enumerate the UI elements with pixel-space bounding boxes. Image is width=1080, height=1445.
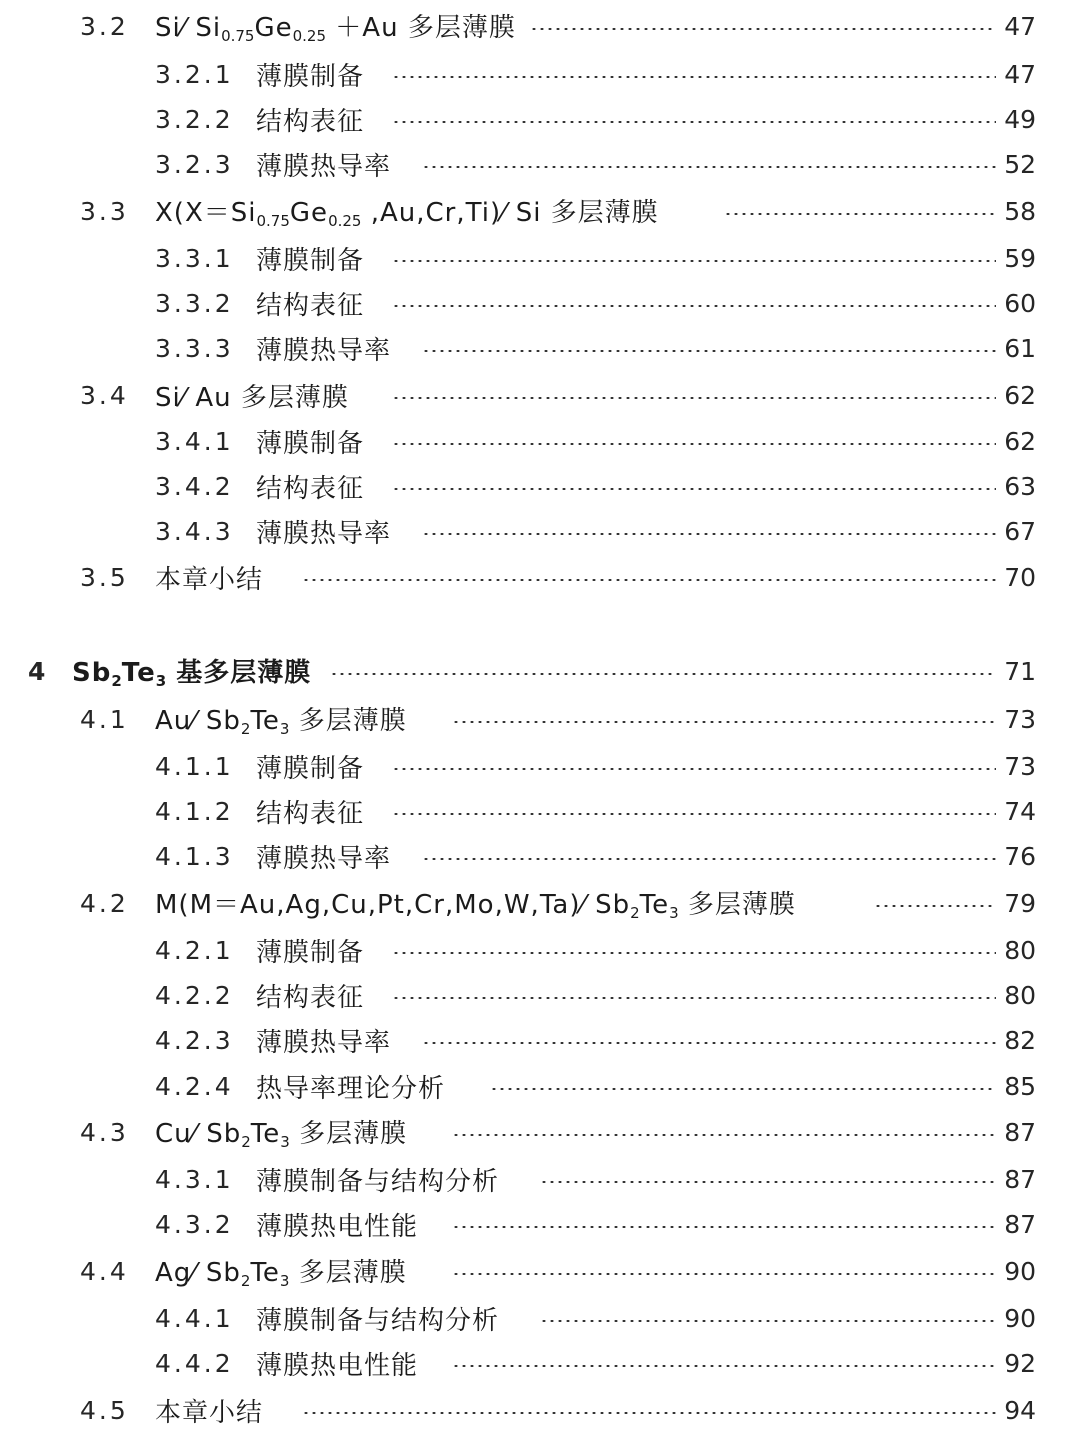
dot-leader xyxy=(452,1226,996,1228)
toc-entry-4-4-2[interactable] xyxy=(0,1343,1080,1383)
page-number: 79 xyxy=(1004,888,1036,918)
section-number: 4.5 xyxy=(80,1395,129,1425)
section-title: Si⁄ $Si_{0.75}Ge_{0.25} +Au$ 多层薄膜 xyxy=(155,13,516,45)
toc-entry-3-2[interactable] xyxy=(0,6,1080,46)
dot-leader xyxy=(452,1134,996,1136)
page-number: 74 xyxy=(1004,796,1036,826)
toc-entry-3-2-3[interactable] xyxy=(0,144,1080,184)
section-title: 热导率理论分析 xyxy=(256,1073,446,1104)
page-number: 73 xyxy=(1004,751,1036,781)
page-number: 73 xyxy=(1004,704,1036,734)
dot-leader xyxy=(422,1042,996,1044)
dot-leader xyxy=(490,1088,996,1090)
page-number: 87 xyxy=(1004,1117,1036,1147)
chapter-title: $Sb_2Te_3$ 基多层薄膜 xyxy=(72,658,312,690)
toc-entry-4-1-3[interactable] xyxy=(0,836,1080,876)
toc-entry-4-4[interactable] xyxy=(0,1251,1080,1291)
section-number: 4.2 xyxy=(80,888,129,918)
section-title: 薄膜热电性能 xyxy=(256,1211,419,1242)
section-number: 4.2.2 xyxy=(155,980,234,1010)
section-number: 4.1.3 xyxy=(155,841,234,871)
dot-leader xyxy=(392,813,996,815)
toc-entry-4-2[interactable] xyxy=(0,883,1080,923)
page-number: 59 xyxy=(1004,243,1036,273)
section-title: 薄膜制备 xyxy=(256,428,365,459)
section-title: 结构表征 xyxy=(256,473,365,504)
section-title: 结构表征 xyxy=(256,798,365,829)
toc-entry-3-2-2[interactable] xyxy=(0,99,1080,139)
dot-leader xyxy=(392,952,996,954)
toc-entry-3-5[interactable] xyxy=(0,557,1080,597)
section-number: 3.4.2 xyxy=(155,471,234,501)
dot-leader xyxy=(392,488,996,490)
toc-entry-4-2-4[interactable] xyxy=(0,1066,1080,1106)
section-number: 4.4 xyxy=(80,1256,129,1286)
page-number: 62 xyxy=(1004,426,1036,456)
chapter-number: 4 xyxy=(28,656,49,686)
page-number: 49 xyxy=(1004,104,1036,134)
section-number: 3.4.3 xyxy=(155,516,234,546)
dot-leader xyxy=(392,768,996,770)
dot-leader xyxy=(540,1181,996,1183)
section-title: $X(X=Si_{0.75}Ge_{0.25}$ ,Au,Cr,Ti)⁄ Si 多层薄膜 xyxy=(155,198,659,230)
page-number: 90 xyxy=(1004,1303,1036,1333)
toc-entry-3-4[interactable] xyxy=(0,375,1080,415)
dot-leader xyxy=(422,533,996,535)
page-number: 85 xyxy=(1004,1071,1036,1101)
section-title: 结构表征 xyxy=(256,982,365,1013)
dot-leader xyxy=(422,350,996,352)
section-number: 3.2 xyxy=(80,11,129,41)
section-number: 4.3.2 xyxy=(155,1209,234,1239)
page-number: 90 xyxy=(1004,1256,1036,1286)
toc-entry-3-4-3[interactable] xyxy=(0,511,1080,551)
section-title: 结构表征 xyxy=(256,106,365,137)
page-number: 70 xyxy=(1004,562,1036,592)
page-number: 52 xyxy=(1004,149,1036,179)
toc-entry-4-1-2[interactable] xyxy=(0,791,1080,831)
toc-entry-4-5[interactable] xyxy=(0,1390,1080,1430)
toc-entry-4-3-2[interactable] xyxy=(0,1204,1080,1244)
section-title: 薄膜热导率 xyxy=(256,843,392,874)
dot-leader xyxy=(422,858,996,860)
toc-entry-3-3[interactable] xyxy=(0,191,1080,231)
toc-entry-chapter-4[interactable] xyxy=(0,651,1080,691)
section-number: 3.5 xyxy=(80,562,129,592)
section-title: 薄膜制备与结构分析 xyxy=(256,1166,500,1197)
dot-leader xyxy=(452,1273,996,1275)
toc-entry-4-1-1[interactable] xyxy=(0,746,1080,786)
toc-entry-4-4-1[interactable] xyxy=(0,1298,1080,1338)
dot-leader xyxy=(392,397,996,399)
section-title: 薄膜制备 xyxy=(256,753,365,784)
dot-leader xyxy=(330,673,996,675)
dot-leader xyxy=(540,1320,996,1322)
page-number: 80 xyxy=(1004,980,1036,1010)
page-number: 87 xyxy=(1004,1164,1036,1194)
section-number: 3.3 xyxy=(80,196,129,226)
dot-leader xyxy=(302,1412,996,1414)
section-title: 结构表征 xyxy=(256,290,365,321)
toc-entry-3-3-3[interactable] xyxy=(0,328,1080,368)
toc-entry-3-3-2[interactable] xyxy=(0,283,1080,323)
section-number: 3.4 xyxy=(80,380,129,410)
section-number: 4.2.1 xyxy=(155,935,234,965)
section-number: 4.1.2 xyxy=(155,796,234,826)
dot-leader xyxy=(302,579,996,581)
section-title: 薄膜制备 xyxy=(256,61,365,92)
dot-leader xyxy=(874,905,996,907)
page-number: 76 xyxy=(1004,841,1036,871)
toc-entry-4-1[interactable] xyxy=(0,699,1080,739)
dot-leader xyxy=(422,166,996,168)
toc-entry-4-2-2[interactable] xyxy=(0,975,1080,1015)
page-number: 92 xyxy=(1004,1348,1036,1378)
section-number: 4.3 xyxy=(80,1117,129,1147)
dot-leader xyxy=(392,305,996,307)
section-number: 4.2.4 xyxy=(155,1071,234,1101)
dot-leader xyxy=(392,997,996,999)
page-number: 87 xyxy=(1004,1209,1036,1239)
section-number: 4.3.1 xyxy=(155,1164,234,1194)
toc-entry-4-3[interactable] xyxy=(0,1112,1080,1152)
section-title: 薄膜热导率 xyxy=(256,335,392,366)
section-number: 3.2.2 xyxy=(155,104,234,134)
section-title: 本章小结 xyxy=(155,1397,264,1428)
toc-entry-3-3-1[interactable] xyxy=(0,238,1080,278)
toc-entry-4-2-1[interactable] xyxy=(0,930,1080,970)
section-title: 薄膜热导率 xyxy=(256,518,392,549)
page-number: 94 xyxy=(1004,1395,1036,1425)
toc-entry-4-3-1[interactable] xyxy=(0,1159,1080,1199)
dot-leader xyxy=(392,260,996,262)
page-number: 47 xyxy=(1004,59,1036,89)
section-title: 薄膜制备与结构分析 xyxy=(256,1305,500,1336)
section-number: 3.3.2 xyxy=(155,288,234,318)
section-title: Cu⁄ $Sb_2Te_3$ 多层薄膜 xyxy=(155,1119,408,1151)
section-title: 本章小结 xyxy=(155,564,264,595)
section-title: 薄膜制备 xyxy=(256,245,365,276)
section-number: 3.4.1 xyxy=(155,426,234,456)
section-title: Si⁄ Au 多层薄膜 xyxy=(155,382,349,413)
section-title: 薄膜热导率 xyxy=(256,1027,392,1058)
dot-leader xyxy=(530,28,996,30)
section-number: 3.2.3 xyxy=(155,149,234,179)
section-number: 3.2.1 xyxy=(155,59,234,89)
page-number: 58 xyxy=(1004,196,1036,226)
page-number: 80 xyxy=(1004,935,1036,965)
section-title: 薄膜制备 xyxy=(256,937,365,968)
page-number: 71 xyxy=(1004,656,1036,686)
toc-entry-4-2-3[interactable] xyxy=(0,1020,1080,1060)
page-number: 62 xyxy=(1004,380,1036,410)
dot-leader xyxy=(724,213,996,215)
dot-leader xyxy=(392,121,996,123)
section-number: 3.3.3 xyxy=(155,333,234,363)
dot-leader xyxy=(452,1365,996,1367)
page-number: 67 xyxy=(1004,516,1036,546)
page-number: 82 xyxy=(1004,1025,1036,1055)
page-number: 60 xyxy=(1004,288,1036,318)
section-title: Au⁄ $Sb_2Te_3$ 多层薄膜 xyxy=(155,706,407,738)
section-number: 4.4.2 xyxy=(155,1348,234,1378)
dot-leader xyxy=(392,76,996,78)
dot-leader xyxy=(392,443,996,445)
section-title: 薄膜热电性能 xyxy=(256,1350,419,1381)
section-title: 薄膜热导率 xyxy=(256,151,392,182)
toc-entry-3-4-1[interactable] xyxy=(0,421,1080,461)
page-number: 61 xyxy=(1004,333,1036,363)
toc-entry-3-4-2[interactable] xyxy=(0,466,1080,506)
section-title: M(M＝Au,Ag,Cu,Pt,Cr,Mo,W,Ta)⁄ $Sb_2Te_3$ 多层薄膜 xyxy=(155,890,796,922)
section-number: 3.3.1 xyxy=(155,243,234,273)
dot-leader xyxy=(452,721,996,723)
page-number: 63 xyxy=(1004,471,1036,501)
section-number: 4.1 xyxy=(80,704,129,734)
section-title: Ag⁄ $Sb_2Te_3$ 多层薄膜 xyxy=(155,1258,407,1290)
page-number: 47 xyxy=(1004,11,1036,41)
section-number: 4.1.1 xyxy=(155,751,234,781)
section-number: 4.4.1 xyxy=(155,1303,234,1333)
section-number: 4.2.3 xyxy=(155,1025,234,1055)
toc-entry-3-2-1[interactable] xyxy=(0,54,1080,94)
